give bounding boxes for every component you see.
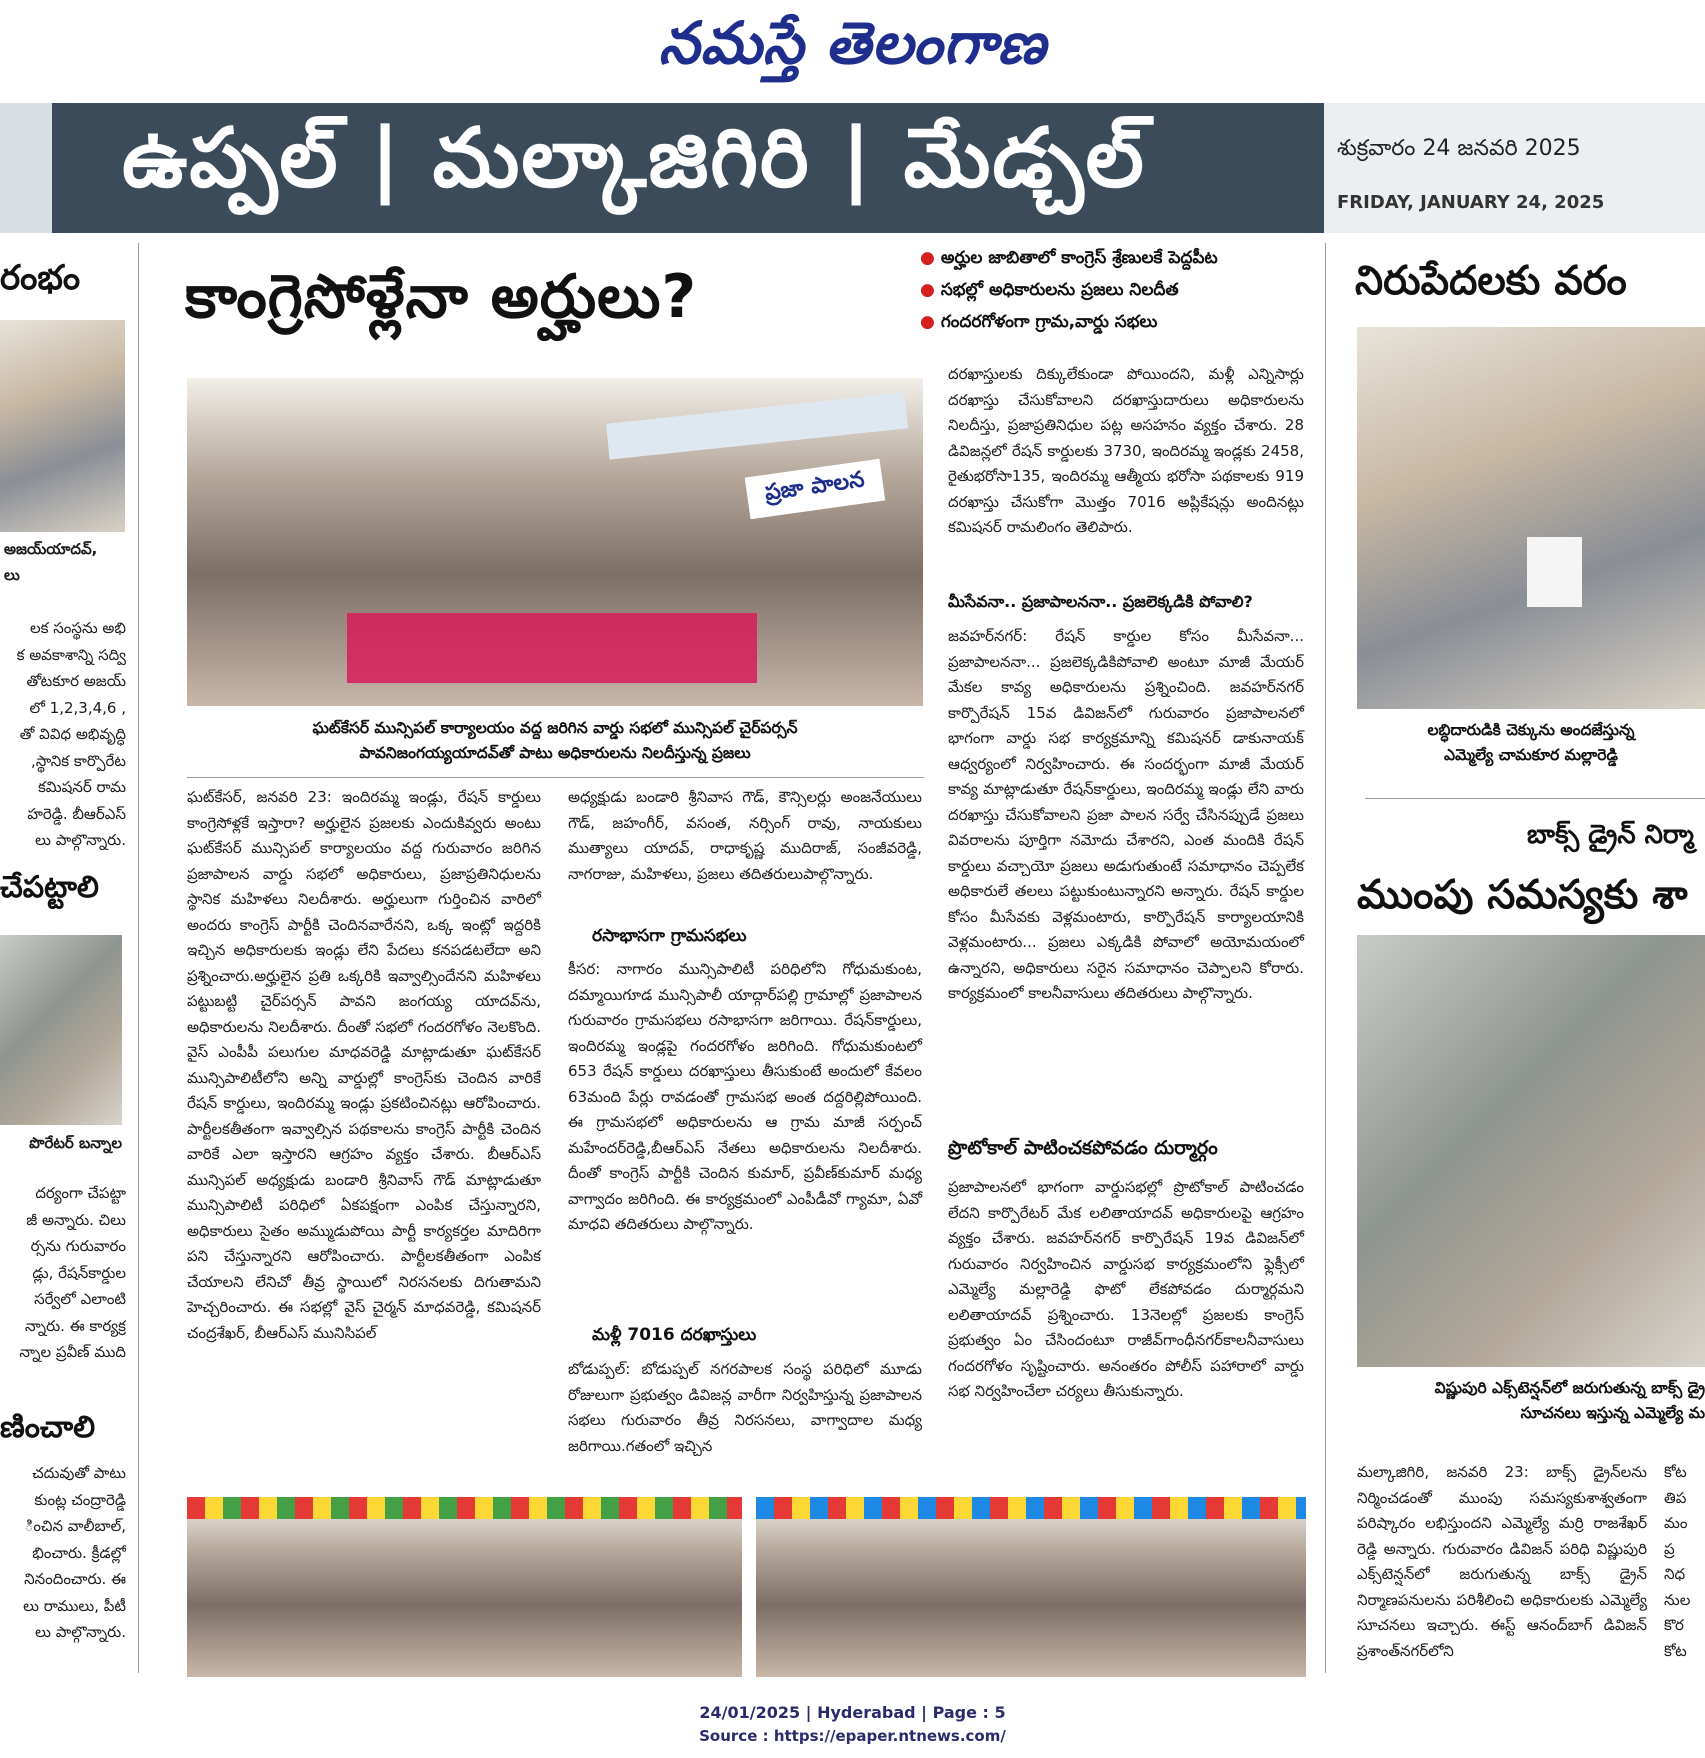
left-headline-3: ణించాలి [0, 1410, 96, 1445]
main-col1-text: ఘట్‌కేసర్, జనవరి 23: ఇందిరమ్మ ఇండ్లు, రేషన్ కార్డులు కాంగ్రెసోళ్లకే ఇస్తారా? అర్హులైన ప్రజలకు ఎందుకివ్వరు అంటు ఘట్‌కేసర్ మున్సిపల్ కార్యాలయం వద్ద గురువారం జరిగిన ప్రజాపాలన వార్డు సభలో అధికారులు, ప్రజాప్రతినిధులను స్థానిక మహిళలు నిలదీశారు. అర్హులుగా గుర్తించిన వారిలో అందరు కాంగ్రెస్ పార్టీకి చెందినవారేనని, ఒక్క ఇంట్లో ఇద్దరికి ఇచ్చిన అధికారులకు ఇండ్లు లేని పేదలు కనపడటలేదా అని ప్రశ్నించారు.అర్హులైన ప్రతి ఒక్కరికి ఇవ్వాల్సిందేనని మహిళలు పట్టుబట్టి చైర్‌పర్సన్ పావని జంగయ్య యాదవ్‌ను, అధికారులను నిలదీశారు. దీంతో సభలో గందరగోళం నెలకొంది. వైస్ ఎంపీపీ పలుగుల మాధవరెడ్డి మాట్లాడుతూ ఘట్‌కేసర్ మున్సిపాలిటీలోని అన్ని వార్డుల్లో కాంగ్రెస్‌కు చెందిన వారికే రేషన్ కార్డులు, ఇందిరమ్మ ఇండ్లు ప్రకటించినట్లు ఆరోపించారు. పార్టీలకతీతంగా ఇవ్వాల్సిన పథకాలను కాంగ్రెస్ పార్టీకి చెందిన వారికే ఎలా ఇస్తారని ఆగ్రహం వ్యక్తం చేశారు. బీఆర్ఎస్ మున్సిపల్ అధ్యక్షుడు బండారి శ్రీనివాస్ గౌడ్ మాట్లాడుతూ మున్సిపాలిటీ పరిధిలో ఏకపక్షంగా ఎంపిక చేస్తున్నారని, అధికారులు సైతం అమ్ముడుపోయి పార్టీ కార్యకర్తల మాదిరిగా పని చేస్తున్నారని ఆరోపించారు. పార్టీలకతీతంగా ఎంపిక చేయాలని లేనిచో తీవ్ర స్థాయిలో నిరసనలకు దిగుతామని హెచ్చరించారు. ఈ సభల్లో వైస్ చైర్మన్ మాధవరెడ్డి, కమిషనర్ చంద్రశేఖర్, బీఆర్ఎస్ మునిసిపల్ [187, 788, 541, 1342]
main-col3-subhead-1: మీసేవనా.. ప్రజాపాలననా.. ప్రజలెక్కడికి పోవాలి? [948, 592, 1253, 611]
main-col3-subhead-2: ప్రొటోకాల్ పాటించకపోవడం దుర్మార్గం [948, 1137, 1218, 1159]
right-photo-caption-2: విష్ణుపురి ఎక్స్‌టెన్షన్‌లో జరుగుతున్న బాక్స్ డ్రై సూచనలు ఇస్తున్న ఎమ్మెల్యే మ [1434, 1379, 1705, 1422]
main-col3-text-c: ప్రజాపాలనలో భాగంగా వార్డుసభల్లో ప్రొటోకాల్ పాటించడం లేదని కార్పొరేటర్ మేక లలితాయాదవ్ అధికారులపై ఆగ్రహం వ్యక్తం చేశారు. జవహర్‌నగర్ కార్పొరేషన్ 19వ డివిజన్‌లో గురువారం నిర్వహించిన వార్డుసభ కార్యక్రమంలోని ఫ్లెక్సీలో ఎమ్మెల్యే మల్లారెడ్డి ఫొటో లేకపోవడం దుర్మార్గమని లలితాయాదవ్ ప్రశ్నించారు. 13నెలల్లో ప్రజలకు కాంగ్రెస్ ప్రభుత్వం ఏం చేసిందంటూ రాజీవ్‌గాంధీనగర్‌కాలనీవాసులు గందరగోళం సృష్టించారు. అనంతరం పోలీస్ పహారాలో వార్డు సభ నిర్వహించేలా చర్యలు తీసుకున్నారు. [948, 1178, 1304, 1400]
bullet-item: ● సభల్లో అధికారులను ప్రజలు నిలదీత [920, 280, 1179, 300]
bullet-dot-icon: ● [920, 312, 935, 332]
main-col2-text-b: కీసర: నాగారం మున్సిపాలిటీ పరిధిలోని గోధుమకుంట, దమ్మాయిగూడ మున్సిపాలీ యాద్గార్‌పల్లి గ్రామాల్లో ప్రజాపాలన గురువారం గ్రామసభలు రసాభాసగా జరిగాయి. రేషన్‌కార్డులు, ఇందిరమ్మ ఇండ్లపై గందరగోళం జరిగింది. గోధుమకుంటలో 653 రేషన్ కార్డులు దరఖాస్తులు తీసుకుంటే అందులో కేవలం 63మంది పేర్లు రావడంతో గ్రామసభ అంత దద్దరిల్లిపోయింది. ఈ గ్రామసభలో అధికారులను ఆ గ్రామ మాజీ సర్పంచ్ మహేందర్‌రెడ్డి,బీఆర్ఎస్ నేతలు అధికారులను నిలదీశారు. దీంతో కాంగ్రెస్ పార్టీకి చెందిన కుమార్, ప్రవీణ్‌కుమార్ మధ్య వాగ్వాదం జరిగింది. ఈ కార్యక్రమంలో ఎంపీడీవో గ్యామా, ఏవో మాధవి తదితరులు పాల్గొన్నారు. [568, 960, 922, 1233]
main-headline: కాంగ్రెసోళ్లేనా అర్హులు? [185, 262, 698, 332]
right-text-1: మల్కాజిగిరి, జనవరి 23: బాక్స్ డ్రైన్‌లను నిర్మించడంతో ముంపు సమస్యకుశాశ్వతంగా పరిష్కారం లభిస్తుందని ఎమ్మెల్యే మర్రి రాజశేఖర్ రెడ్డి అన్నారు. గురువారం డివిజన్ పరిధి విష్ణుపురి ఎక్స్‌టెన్షన్‌లో జరుగుతున్న బాక్స్ డ్రైన్ నిర్మాణపనులను పరిశీలించి అధికారులకు ఎమ్మెల్యే సూచనలు ఇచ్చారు. ఈస్ట్ ఆనంద్‌బాగ్ డివిజన్ ప్రశాంత్‌నగర్‌లోని [1357, 1463, 1647, 1660]
left-caption-2: పొరేటర్ బన్నాల [29, 1134, 122, 1152]
banner-left-strip [0, 103, 52, 233]
main-col2-text-a: అధ్యక్షుడు బండారి శ్రీనివాస గౌడ్, కౌన్సిలర్లు అంజనేయులు గౌడ్, జహంగీర్, వసంత, నర్సింగ్ రావు, నాయకులు ముత్యాలు యాదవ్, రాధాకృష్ణ ముదిరాజ్, సంజీవరెడ్డి, నాగరాజు, మహిళలు, ప్రజలు తదితరులుపాల్గొన్నారు. [568, 788, 922, 883]
left-photo-2 [0, 935, 122, 1125]
left-photo-1 [0, 320, 125, 532]
date-telugu: శుక్రవారం 24 జనవరి 2025 [1337, 136, 1581, 161]
right-kicker-2: బాక్స్ డ్రైన్ నిర్మా [1527, 820, 1694, 850]
right-text-2: కోట తిప మం ప్ర నిధ నుల కొర కోట [1664, 1463, 1691, 1660]
bottom-photo-2 [756, 1497, 1306, 1677]
bottom-photo-1 [187, 1497, 742, 1677]
left-text-3: చదువుతో పాటు కుంట్ల చంద్రారెడ్డి ించిన వాలీబాల్, భించారు. క్రీడల్లో నినందించారు. ఈ లు రాములు, పీటీ లు పాల్గొన్నారు. [23, 1464, 126, 1641]
masthead-title: నమస్తే తెలంగాణ [658, 8, 1047, 77]
bullet-item: ● గందరగోళంగా గ్రామ,వార్డు సభలు [920, 312, 1158, 332]
main-col3-text-a: దరఖాస్తులకు దిక్కులేకుండా పోయిందని, మళ్లీ ఎన్నిసార్లు దరఖాస్తు చేసుకోవాలని దరఖాస్తుదారులు అధికారులను నిలదీస్తు, ప్రజాప్రతినిధుల పట్ల అసహనం వ్యక్తం చేశారు. 28 డివిజన్లలో రేషన్ కార్డులకు 3730, ఇందిరమ్మ ఇండ్లకు 2458, రైతుభరోసా135, ఇందిరమ్మ ఆత్మీయ భరోసా పథకాలకు 919 దరఖాస్తు చేసుకోగా మొత్తం 7016 అప్లికేషన్లు అందినట్లు కమిషనర్ రామలింగం తెలిపారు. [948, 365, 1304, 536]
masthead [0, 0, 1705, 100]
column-rule-right [1325, 243, 1326, 1673]
left-caption-1b: లు [4, 566, 20, 584]
footer-date-line: 24/01/2025 | Hyderabad | Page : 5 [699, 1703, 1006, 1722]
left-headline-1: రంభం [0, 258, 81, 298]
main-photo-banner: ప్రజా పాలన [745, 459, 886, 520]
left-caption-1: అజయ్‌యాదవ్, [4, 540, 98, 558]
column-rule-left [138, 243, 139, 1673]
right-headline-1: నిరుపేదలకు వరం [1355, 258, 1627, 304]
right-photo-caption-1: లబ్ధిదారుడికి చెక్కును అందజేస్తున్న ఎమ్మెల్యే చామకూర మల్లారెడ్డి [1427, 721, 1635, 764]
date-box [1324, 103, 1705, 233]
main-bullets [920, 248, 1218, 336]
right-rule [1365, 798, 1705, 799]
main-col2-text-c: బోడుప్పల్: బోడుప్పల్ నగరపాలక సంస్థ పరిధిలో మూడు రోజులుగా ప్రభుత్వం డివిజన్ల వారీగా నిర్వహిస్తున్న ప్రజాపాలన సభలు గురువారం తీవ్ర నిరసనలు, వాగ్వాదాల మధ్య జరిగాయి.గతంలో ఇచ్చిన [568, 1360, 922, 1455]
bullet-item: ● అర్హుల జాబితాలో కాంగ్రెస్ శ్రేణులకే పెద్దపీట [920, 248, 1218, 268]
edition-title: ఉప్పల్ | మల్కాజిగిరి | మేడ్చల్ [122, 110, 1146, 206]
main-photo [187, 378, 923, 706]
main-col2-subhead-1: రసాభాసగా గ్రామసభలు [592, 926, 747, 946]
left-headline-2: చేపట్టాలి [0, 870, 99, 905]
left-text-1: లక సంస్థను అభి క అవకాశాన్ని సద్వి తోటకూర అజయ్ లో 1,2,3,4,6 , తో వివిధ అభివృద్ధి ,స్థానిక కార్పొరేట కమిషనర్ రామ హరెడ్డి. బీఆర్ఎస్ లు పాల్గొన్నారు. [16, 619, 126, 849]
bullet-dot-icon: ● [920, 248, 935, 268]
date-english: FRIDAY, JANUARY 24, 2025 [1337, 192, 1605, 213]
footer-source-link[interactable]: Source : https://epaper.ntnews.com/ [699, 1727, 1006, 1745]
edition-banner [52, 103, 1324, 233]
bullet-dot-icon: ● [920, 280, 935, 300]
main-col2-subhead-2: మళ్లీ 7016 దరఖాస్తులు [592, 1325, 757, 1345]
left-text-2: దర్యంగా చేపట్టా జీ అన్నారు. చిలు ర్సను గురువారం డ్లు, రేషన్‌కార్డుల సర్వేలో ఎలాంటి న్నారు. ఈ కార్యక్ర న్నాల ప్రవీణ్ ముది [19, 1184, 126, 1361]
caption-rule [187, 777, 924, 778]
right-photo-1 [1357, 327, 1705, 709]
right-photo-2 [1357, 935, 1705, 1367]
main-photo-caption: ఘట్‌కేసర్ మున్సిపల్ కార్యాలయం వద్ద జరిగిన వార్డు సభలో మున్సిపల్ చైర్‌పర్సన్ పావనిజంగయ్యయాదవ్‌తో పాటు అధికారులను నిలదీస్తున్న ప్రజలు [312, 719, 798, 762]
right-headline-2: ముంపు సమస్యకు శా [1357, 872, 1688, 918]
main-col3-text-b: జవహర్‌నగర్: రేషన్ కార్డుల కోసం మీసేవనా... ప్రజాపాలననా... ప్రజలెక్కడికిపోవాలి అంటూ మాజీ మేయర్ మేకల కావ్య అధికారులను ప్రశ్నించింది. జవహర్‌నగర్ కార్పొరేషన్ 15వ డివిజన్‌లో గురువారం ప్రజాపాలనలో భాగంగా వార్డు సభ కార్యక్రమాన్ని కమిషనర్ డాకునాయక్ ఆధ్వర్యంలో నిర్వహించారు. ఈ సందర్భంగా మాజీ మేయర్ కావ్య మాట్లాడుతూ రేషన్‌కార్డులు, ఇందిరమ్మ ఇండ్లు లేని వారు దరఖాస్తు చేసుకోవాలని ప్రజా పాలన సర్వే చేసినప్పుడే ప్రజలు వివరాలను పూర్తిగా నమోదు చేశారని, ఎంత మందికి రేషన్ కార్డులు వచ్చాయో ప్రజలు అడుగుతుంటే సమాధానం చెప్పలేక అధికారులే తలలు పట్టుకుంటున్నారని అన్నారు. రేషన్ కార్డుల కోసం మీసేవకు వెళ్లమంటారు, కార్పొరేషన్ కార్యాలయానికి వెళ్లమంటారు... ప్రజలు ఎక్కడికి పోవాలో అయోమయంలో ఉన్నారని, అధికారులు సరైన సమాధానం చెప్పాలని కోరారు. కార్యక్రమంలో కాలనీవాసులు తదితరులు పాల్గొన్నారు. [948, 627, 1304, 1002]
